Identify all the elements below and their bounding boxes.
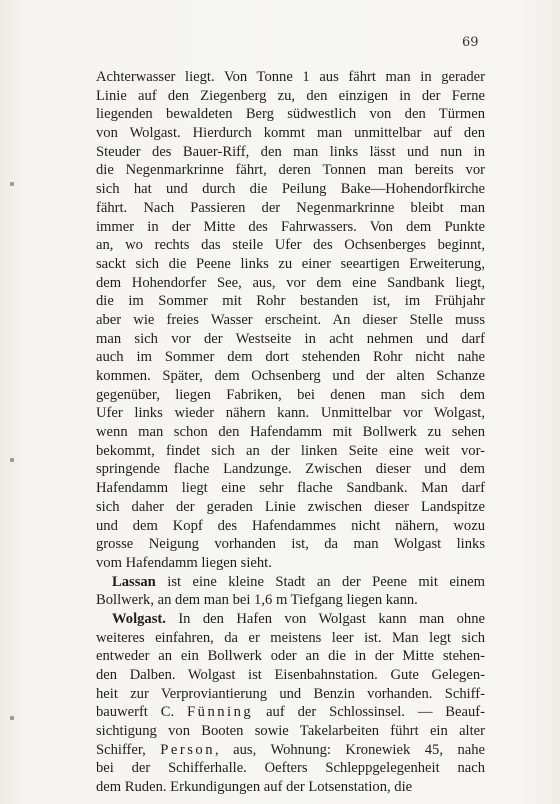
text-run: den Dalben. Wolgast ist Eisenbahnstation. Gute Gelegen-: [96, 667, 485, 683]
text-run: weiteres einfahren, da er meistens leer ist. Man legt sich: [96, 629, 485, 646]
margin-mark: [10, 458, 14, 462]
text-run: wenn man schon den Hafendamm mit Bollwerk zu sehen: [96, 424, 485, 441]
margin-mark: [10, 182, 14, 186]
text-run: ist eine kleine Stadt an der Peene mit einem: [155, 573, 485, 590]
text-run: man sich vor der Westseite in acht nehmen und darf: [96, 330, 485, 347]
text-run: auch im Sommer dem dort stehenden Rohr nicht nahe: [96, 349, 485, 366]
text-run: , aus, Wohnung: Kronewiek 45, nahe: [215, 741, 485, 758]
text-line: [96, 629, 485, 648]
text-line: [96, 218, 485, 237]
text-run: dem Ruden. Erkundigungen auf der Lotsenstation, die: [96, 779, 413, 796]
place-heading: Lassan: [112, 573, 156, 590]
text-line: [96, 330, 485, 349]
text-line: [96, 292, 485, 311]
text-line: [96, 143, 485, 162]
text-line: [96, 404, 485, 423]
text-line: [96, 517, 485, 536]
text-line: [96, 703, 485, 722]
text-run: auf der Schlossinsel. — Beauf-: [253, 704, 486, 721]
text-line: [96, 124, 485, 143]
text-line: [96, 759, 485, 778]
text-run: bekommt, findet sich an der linken Seite eine weit vor-: [96, 442, 485, 459]
text-line: [96, 778, 485, 797]
text-line: [96, 460, 485, 479]
text-line: [96, 685, 485, 704]
text-run: kommen. Später, dem Ochsenberg und der alten Schanze: [96, 368, 485, 384]
text-run: liegenden bewaldeten Berg südwestlich von den Türmen: [96, 106, 485, 123]
text-line: [96, 722, 485, 741]
text-line: [96, 442, 485, 461]
text-line: [96, 554, 485, 573]
spaced-name: Person: [160, 741, 216, 758]
text-run: von Wolgast. Hierdurch kommt man unmittelbar auf den: [96, 125, 485, 142]
text-run: In den Hafen von Wolgast kann man ohne: [165, 610, 485, 627]
text-line: [96, 591, 485, 610]
page-number: 69: [462, 35, 479, 50]
text-line: [96, 311, 485, 330]
text-line: [96, 423, 485, 442]
text-line: [96, 666, 485, 685]
text-run: fährt. Nach Passieren der Negenmarkrinne bleibt man: [96, 199, 485, 216]
text-line: [96, 479, 485, 498]
text-run: heit zur Verproviantierung und Benzin vorhanden. Schiff-: [96, 685, 485, 702]
text-line: [96, 348, 485, 367]
text-run: Bollwerk, an dem man bei 1,6 m Tiefgang liegen kann.: [96, 592, 418, 609]
place-heading: Wolgast.: [112, 610, 166, 627]
text-line: [96, 180, 485, 199]
spaced-name: Fünning: [187, 704, 254, 721]
margin-mark: [10, 716, 14, 720]
text-run: sackt sich die Peene links zu einer seeartigen Erweiterung,: [96, 255, 485, 272]
text-line: [96, 68, 485, 87]
text-run: dem Hohendorfer See, aus, vor dem eine Sandbank liegt,: [96, 274, 485, 291]
text-run: sich daher der geraden Linie zwischen dieser Landspitze: [96, 498, 485, 515]
text-line: [96, 610, 485, 629]
text-run: grosse Neigung vorhanden ist, da man Wolgast links: [96, 536, 485, 553]
text-run: Ufer links wieder nähern kann. Unmittelbar vor Wolgast,: [96, 405, 485, 422]
text-run: gegenüber, liegen Fabriken, bei denen man sich dem: [96, 386, 485, 403]
text-run: Steuder des Bauer-Riff, den man links lässt und nun in: [96, 143, 485, 160]
text-line: [96, 87, 485, 106]
text-line: [96, 199, 485, 218]
text-line: [96, 161, 485, 180]
text-run: entweder an ein Bollwerk oder an die in der Mitte stehen-: [96, 648, 485, 665]
text-line: [96, 647, 485, 666]
text-run: springende flache Landzunge. Zwischen dieser und dem: [96, 461, 485, 478]
text-line: [96, 236, 485, 255]
text-run: und dem Kopf des Hafendammes nicht nähern, wozu: [96, 517, 485, 534]
text-line: [96, 535, 485, 554]
text-line: [96, 105, 485, 124]
text-run: die im Sommer mit Rohr bestanden ist, im Frühjahr: [96, 293, 485, 310]
text-line: [96, 573, 485, 592]
text-run: sich hat und durch die Peilung Bake—Hohendorfkirche: [96, 181, 485, 198]
text-run: immer in der Mitte des Fahrwassers. Von dem Punkte: [96, 218, 485, 235]
text-run: Linie auf den Ziegenberg zu, den einzigen in der Ferne: [96, 87, 485, 104]
text-run: bei der Schifferhalle. Oefters Schleppgelegenheit nach: [96, 760, 485, 777]
text-run: Hafendamm liegt eine sehr flache Sandbank. Man darf: [96, 480, 485, 497]
text-line: [96, 741, 485, 760]
text-run: die Negenmarkrinne fährt, deren Tonnen man bereits vor: [96, 162, 485, 179]
text-line: [96, 274, 485, 293]
text-run: an, wo rechts das steile Ufer des Ochsenberges beginnt,: [96, 237, 485, 254]
text-run: vom Hafendamm liegen sieht.: [96, 554, 272, 571]
text-run: aber wie freies Wasser erscheint. An dieser Stelle muss: [96, 311, 485, 328]
text-line: [96, 255, 485, 274]
text-run: sichtigung von Booten sowie Takelarbeiten führt ein alter: [96, 723, 485, 740]
text-line: [96, 367, 485, 386]
text-run: Achterwasser liegt. Von Tonne 1 aus fährt man in gerader: [96, 69, 485, 85]
body-text: [96, 68, 485, 797]
text-line: [96, 498, 485, 517]
text-run: bauwerft C.: [96, 704, 188, 721]
text-line: [96, 386, 485, 405]
text-run: Schiffer,: [96, 741, 161, 758]
